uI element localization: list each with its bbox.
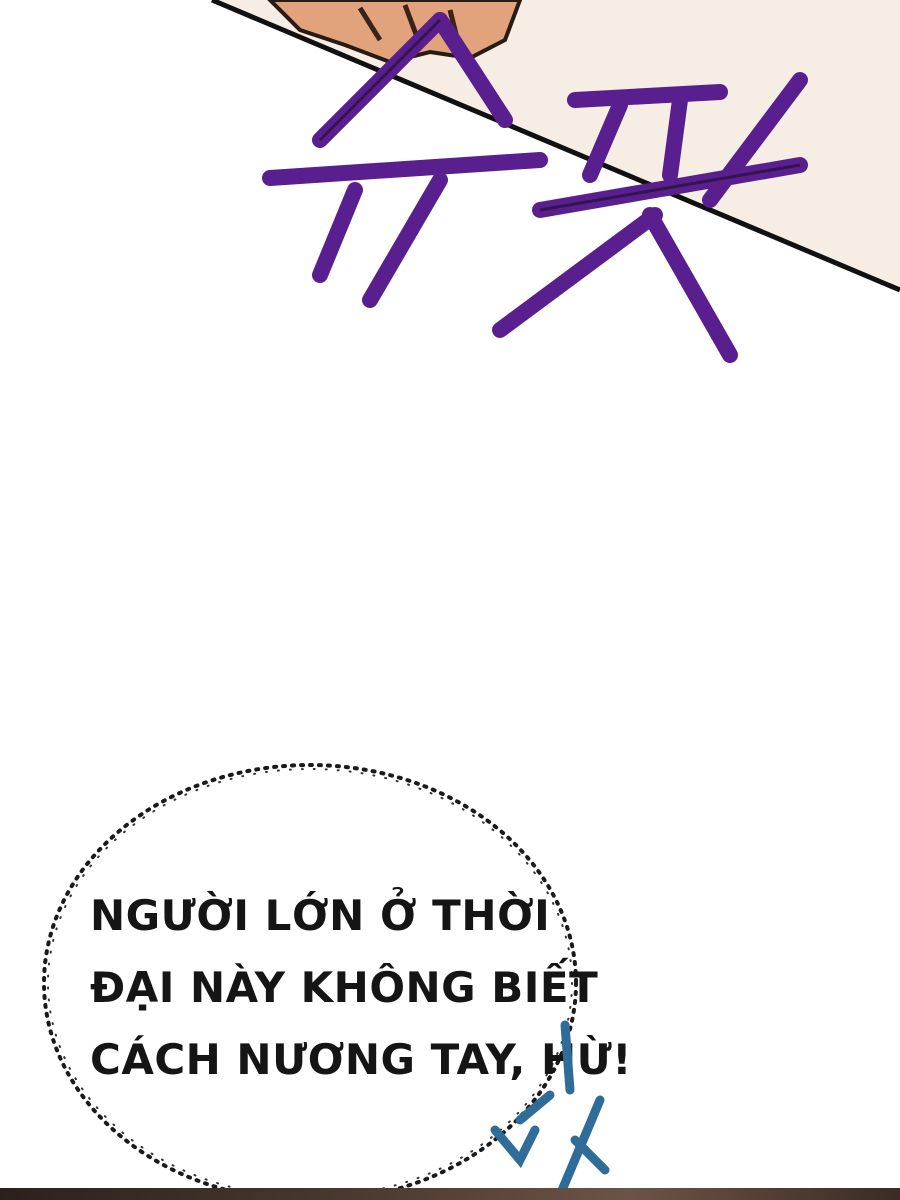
dialogue-line: ĐẠI NÀY KHÔNG BIẾT: [90, 963, 599, 1012]
dialogue-text: [90, 880, 632, 1096]
dialogue-line: CÁCH NƯƠNG TAY, HỪ!: [90, 1035, 632, 1084]
top-artwork: [0, 0, 900, 380]
dialogue-line: NGƯỜI LỚN Ở THỜI: [90, 891, 551, 940]
sfx-bottom-strokes: [480, 1010, 620, 1200]
character-fragment: [270, 0, 520, 62]
next-panel-edge: [0, 1188, 900, 1200]
